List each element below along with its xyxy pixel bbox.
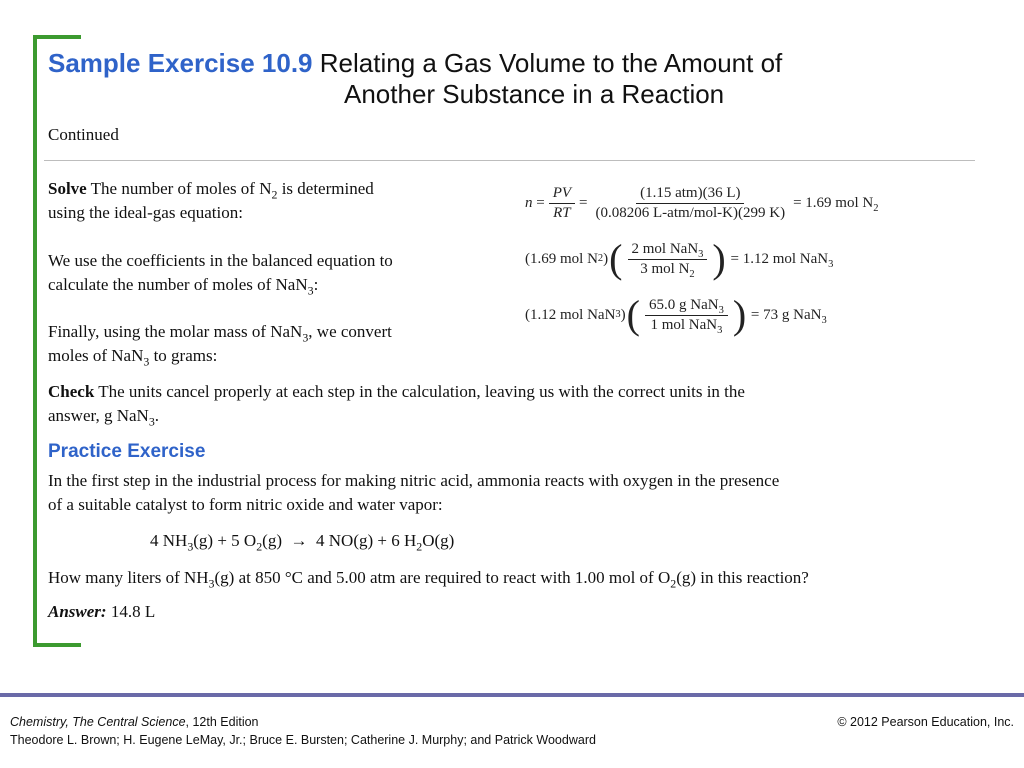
answer-label: Answer: bbox=[48, 602, 107, 621]
fraction-mole-ratio: $\frac{2 mol NaN_3}{3 mol N_2}$ bbox=[628, 241, 708, 278]
practice-answer bbox=[48, 600, 155, 624]
solve-paragraph-1: Solve The number of moles of $N_2$ is determined using the ideal-gas equation: bbox=[48, 179, 374, 222]
practice-intro: In the first step in the industrial process for making nitric acid, ammonia reacts with oxygen in the presence of a suitable catalyst to form nitric oxide and water vapor: bbox=[48, 471, 780, 514]
equation-mole-ratio: (1.69 mol N 2 ) ( $\frac{2 mol NaN_3}{3 mol N_2}$ ) = 1.12 mol NaN$_3$ bbox=[525, 236, 834, 281]
fraction-pv-rt: $\frac{PV}{RT}$ bbox=[549, 185, 575, 222]
fraction-values: $\frac{\text{(1.15 atm)(36 L)}}{\text{(0.08206 L-atm/mol-K)(299 K)}}$ bbox=[595, 184, 786, 221]
equation-ideal-gas: n = $\frac{PV}{RT}$ = $\frac{\text{(1.15 atm)(36 L)}}{\text{(0.08206 L-atm/mol-K)(299 K)}}$ = 1.69 mol $N_2$ bbox=[525, 184, 879, 221]
check-label: Check bbox=[48, 382, 95, 401]
equations-panel bbox=[525, 175, 945, 343]
result-moles-nan3: 1.12 mol NaN$_3$ bbox=[742, 250, 834, 270]
result-grams-nan3: 73 g NaN$_3$ bbox=[763, 306, 827, 326]
fraction-molar-mass: $\frac{65.0 g NaN_3}{1 mol NaN_3}$ bbox=[645, 297, 728, 334]
exercise-number: Sample Exercise 10.9 bbox=[48, 48, 313, 78]
divider bbox=[44, 160, 975, 161]
title-line-1: Relating a Gas Volume to the Amount of bbox=[312, 48, 783, 78]
solve-paragraph-2: We use the coefficients in the balanced equation to calculate the number of moles of NaN$_3$: bbox=[48, 251, 393, 298]
answer-value: 14.8 L bbox=[106, 602, 156, 621]
title-line-2: Another Substance in a Reaction bbox=[344, 79, 725, 109]
result-moles-n2: 1.69 mol $N_2$ bbox=[805, 194, 879, 214]
continued-label: Continued bbox=[48, 125, 119, 144]
equation-molar-mass: (1.12 mol NaN 3 ) ( $\frac{65.0 g NaN_3}{1 mol NaN_3}$ ) = 73 g NaN$_3$ bbox=[525, 292, 827, 337]
solve-label: Solve bbox=[48, 179, 87, 198]
practice-heading: Practice Exercise bbox=[48, 441, 206, 462]
footer-authors: Theodore L. Brown; H. Eugene LeMay, Jr.; Bruce E. Bursten; Catherine J. Murphy; and Patrick Woodward bbox=[10, 733, 596, 747]
footer-copyright: © 2012 Pearson Education, Inc. bbox=[837, 715, 1014, 729]
solve-paragraph-3: Finally, using the molar mass of NaN$_3$, we convert moles of NaN$_3$ to grams: bbox=[48, 322, 392, 369]
check-paragraph: Check The units cancel properly at each step in the calculation, leaving us with the correct units in the answer, g NaN$_3$. bbox=[48, 382, 745, 429]
reaction-arrow: → bbox=[282, 531, 316, 550]
slide-title bbox=[48, 48, 928, 110]
practice-question: How many liters of $NH_3(g)$ at 850 °C and 5.00 atm are required to react with 1.00 mol of $O_2(g)$ in this reaction? bbox=[48, 568, 809, 591]
reaction-equation: 4 $NH_3(g) + 5$ $O_2(g) \to 4$ NO(g) + 6 $H_2O(g)$ bbox=[150, 531, 455, 554]
footer-book: Chemistry, The Central Science, 12th Edition bbox=[10, 715, 259, 729]
footer-rule bbox=[0, 693, 1024, 697]
